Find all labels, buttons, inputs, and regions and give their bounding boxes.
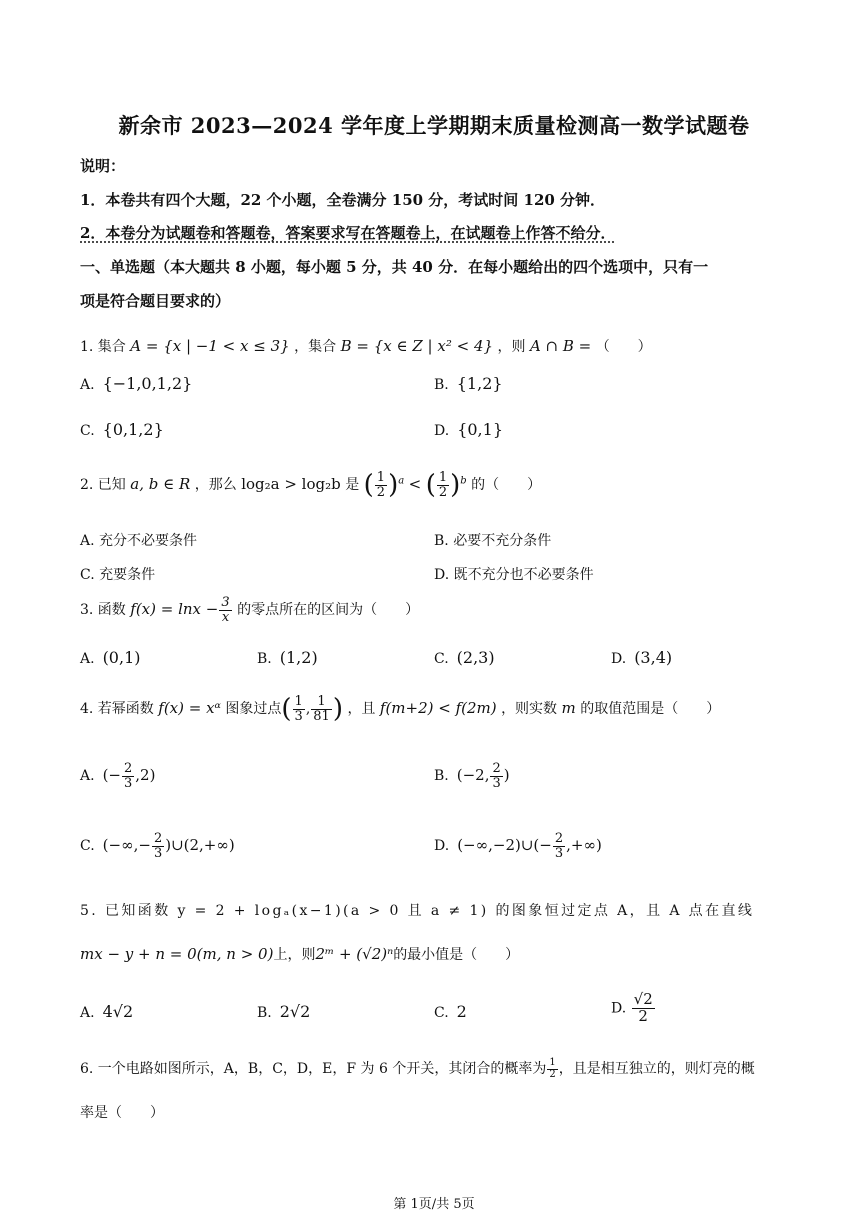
section1-heading-line1: 一、单选题（本大题共 8 小题，每小题 5 分，共 40 分．在每小题给出的四个选项中，只有一 <box>80 258 709 276</box>
instruction-item-2: 2．本卷分为试题卷和答题卷，答案要求写在答题卷上，在试题卷上作答不给分． <box>80 224 616 242</box>
q5-option-b[interactable]: B. 2√2 <box>257 1002 311 1021</box>
q2-option-b[interactable]: B. 必要不充分条件 <box>434 533 552 549</box>
question-6-line-1: 6. 一个电路如图所示，A，B，C，D，E，F 为 6 个开关，其闭合的概率为 $\frac{1}{2}$ ，且是相互独立的，则灯亮的概 <box>80 1057 755 1080</box>
q4-option-a[interactable]: A. (− $\frac{2}{3}$ ,2) <box>80 761 156 791</box>
question-4: 4. 若幂函数 f(x) = xᵅ 图象过点( $\frac{1}{3}$ , $\frac{1}{81}$ ) ，且 f(m+2) < f(2m) ，则实数 m 的取值范围是（ ） <box>80 693 721 724</box>
q3-option-d[interactable]: D. (3,4) <box>611 648 673 667</box>
q5-option-a[interactable]: A. 4√2 <box>80 1002 134 1021</box>
q5-option-c[interactable]: C. 2 <box>434 1002 467 1021</box>
q2-option-d[interactable]: D. 既不充分也不必要条件 <box>434 567 594 583</box>
q1-option-a[interactable]: A. {−1,0,1,2} <box>80 374 193 393</box>
fraction-half-a: $\frac{1}{2}$ <box>376 469 386 500</box>
instruction-item-1: 1．本卷共有四个大题，22 个小题，全卷满分 150 分，考试时间 120 分钟． <box>80 191 606 209</box>
q3-option-c[interactable]: C. (2,3) <box>434 648 495 667</box>
q2-option-a[interactable]: A. 充分不必要条件 <box>80 533 198 549</box>
question-2: 2. 已知 a, b ∈ R ，那么 log₂a > log₂b 是 ( $\frac{1}{2}$ )$^a$ < ( $\frac{1}{2}$ )$^b$ 的（ ） <box>80 469 542 500</box>
q4-option-c[interactable]: C. (−∞,− $\frac{2}{3}$ )∪(2,+∞) <box>80 831 235 861</box>
q3-option-b[interactable]: B. (1,2) <box>257 648 318 667</box>
question-5-line-1: 5. 已知函数 y = 2 + logₐ(x−1)(a > 0 且 a ≠ 1) 的图象恒过定点 A，且 A 点在直线 <box>80 903 755 919</box>
exam-title: 新余市 2023—2024 学年度上学期期末质量检测高一数学试题卷 <box>118 113 750 138</box>
set-b: B = {x ∈ Z | x² < 4} <box>340 337 494 355</box>
instructions-heading: 说明： <box>80 157 126 175</box>
q2-option-c[interactable]: C. 充要条件 <box>80 567 156 583</box>
q4-option-d[interactable]: D. (−∞,−2)∪(− $\frac{2}{3}$ ,+∞) <box>434 831 602 861</box>
q1-option-d[interactable]: D. {0,1} <box>434 420 503 439</box>
section1-heading-line2: 项是符合题目要求的） <box>80 292 231 310</box>
question-1: 1. 集合 A = {x | −1 < x ≤ 3} ，集合 B = {x ∈ Z | x² < 4} ，则 A ∩ B = （ ） <box>80 337 652 355</box>
page-footer: 第 1页/共 5页 <box>393 1197 475 1212</box>
fraction-half-b: $\frac{1}{2}$ <box>438 469 448 500</box>
intersection-expr: A ∩ B = <box>529 337 592 355</box>
question-5-line-2: mx − y + n = 0(m, n > 0)上，则2ᵐ + (√2)ⁿ的最小值是（ ） <box>80 945 520 963</box>
q1-option-b[interactable]: B. {1,2} <box>434 374 503 393</box>
q4-option-b[interactable]: B. (−2, $\frac{2}{3}$ ) <box>434 761 510 791</box>
q1-option-c[interactable]: C. {0,1,2} <box>80 420 164 439</box>
question-6-line-2: 率是（ ） <box>80 1105 164 1121</box>
question-3: 3. 函数 f(x) = lnx − $\frac{3}{x}$ 的零点所在的区间为（ ） <box>80 595 420 625</box>
fraction-3-over-x: $\frac{3}{x}$ <box>221 595 230 625</box>
q3-option-a[interactable]: A. (0,1) <box>80 648 141 667</box>
q5-option-d[interactable]: D. $\frac{√2}{2}$ <box>611 990 653 1025</box>
set-a: A = {x | −1 < x ≤ 3} <box>130 337 290 355</box>
